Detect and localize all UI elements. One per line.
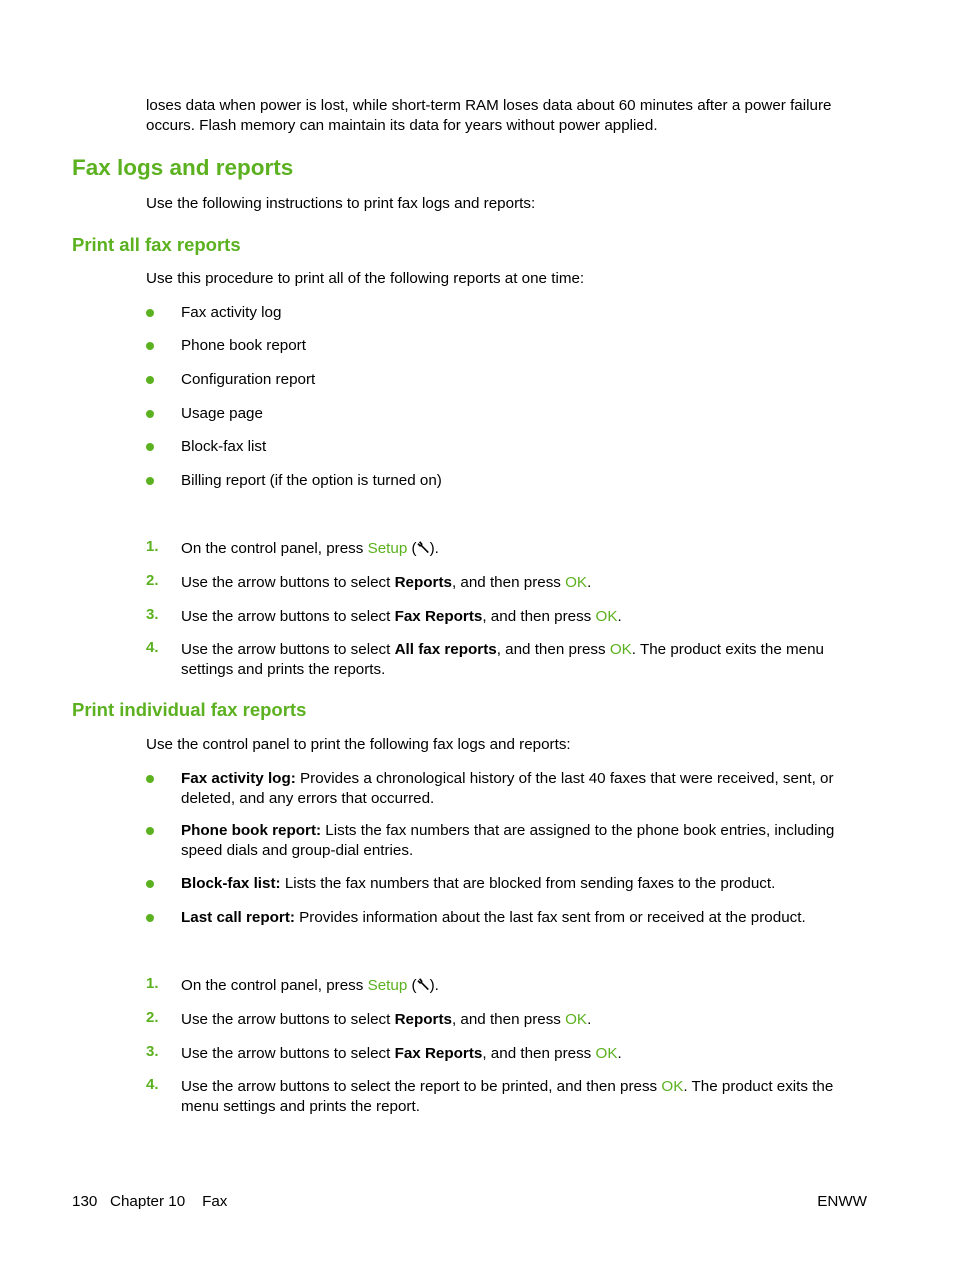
bullet-icon: [146, 309, 154, 317]
ok-link: OK: [595, 608, 618, 625]
setup-link: Setup: [367, 540, 408, 557]
ok-link: OK: [565, 1011, 588, 1028]
page-number: 130: [72, 1193, 98, 1210]
print-individual-intro: Use the control panel to print the following fax logs and reports:: [146, 736, 571, 753]
ok-link: OK: [565, 574, 588, 591]
wrench-icon: [417, 541, 430, 554]
step-text: On the control panel, press Setup ( ).: [181, 540, 439, 557]
list-item-text: Billing report (if the option is turned on): [181, 472, 442, 489]
list-item-text: Fax activity log: [181, 304, 282, 321]
step-text: Use the arrow buttons to select Fax Reports, and then press OK.: [181, 1045, 622, 1062]
step-text: Use the arrow buttons to select the report to be printed, and then press OK. The product exits the menu settings and prints the report.: [181, 1078, 834, 1115]
print-individual-title: Print individual fax reports: [72, 699, 307, 720]
step-number: 2.: [146, 572, 159, 589]
bullet-icon: [146, 342, 154, 350]
list-item-text: Phone book report: [181, 337, 306, 354]
ok-link: OK: [609, 641, 632, 658]
list-item-text: Phone book report: Lists the fax numbers that are assigned to the phone book entries, including speed dials and group-dial entries.: [181, 822, 835, 859]
footer-chapter: Chapter 10: [110, 1193, 186, 1210]
page-footer-left: [72, 1192, 227, 1212]
list-item-text: Block-fax list: [181, 438, 267, 455]
step-number: 3.: [146, 606, 159, 623]
list-item-text: Last call report: Provides information about the last fax sent from or received at the product.: [181, 909, 806, 926]
print-all-title: Print all fax reports: [72, 234, 241, 255]
step-text: Use the arrow buttons to select All fax reports, and then press OK. The product exits the menu settings and prints the reports.: [181, 641, 824, 678]
wrench-icon: [417, 978, 430, 991]
section-title: Fax logs and reports: [72, 155, 294, 180]
step-text: Use the arrow buttons to select Fax Reports, and then press OK.: [181, 608, 622, 625]
setup-link: Setup: [367, 977, 408, 994]
step-text: On the control panel, press Setup ( ).: [181, 977, 439, 994]
step-number: 1.: [146, 538, 159, 555]
list-item-text: Block-fax list: Lists the fax numbers that are blocked from sending faxes to the product.: [181, 875, 776, 892]
intro-paragraph: loses data when power is lost, while short-term RAM loses data about 60 minutes after a power failure occurs. Flash memory can maintain its data for years without power applied.: [146, 97, 832, 134]
section-intro: Use the following instructions to print fax logs and reports:: [146, 195, 536, 212]
bullet-icon: [146, 775, 154, 783]
footer-chapter-title: Fax: [202, 1193, 228, 1210]
bullet-icon: [146, 880, 154, 888]
footer-right: ENWW: [817, 1193, 867, 1210]
bullet-icon: [146, 443, 154, 451]
step-number: 3.: [146, 1043, 159, 1060]
ok-link: OK: [661, 1078, 684, 1095]
step-number: 2.: [146, 1009, 159, 1026]
ok-link: OK: [595, 1045, 618, 1062]
bullet-icon: [146, 914, 154, 922]
step-text: Use the arrow buttons to select Reports, and then press OK.: [181, 1011, 592, 1028]
bullet-icon: [146, 477, 154, 485]
bullet-icon: [146, 376, 154, 384]
step-number: 1.: [146, 975, 159, 992]
list-item-text: Usage page: [181, 405, 263, 422]
step-number: 4.: [146, 1076, 159, 1093]
list-item-text: Configuration report: [181, 371, 316, 388]
bullet-icon: [146, 410, 154, 418]
step-number: 4.: [146, 639, 159, 656]
print-all-intro: Use this procedure to print all of the following reports at one time:: [146, 270, 585, 287]
bullet-icon: [146, 827, 154, 835]
step-text: Use the arrow buttons to select Reports, and then press OK.: [181, 574, 592, 591]
list-item-text: Fax activity log: Provides a chronological history of the last 40 faxes that were received, sent, or deleted, and any errors that occurred.: [181, 770, 834, 807]
